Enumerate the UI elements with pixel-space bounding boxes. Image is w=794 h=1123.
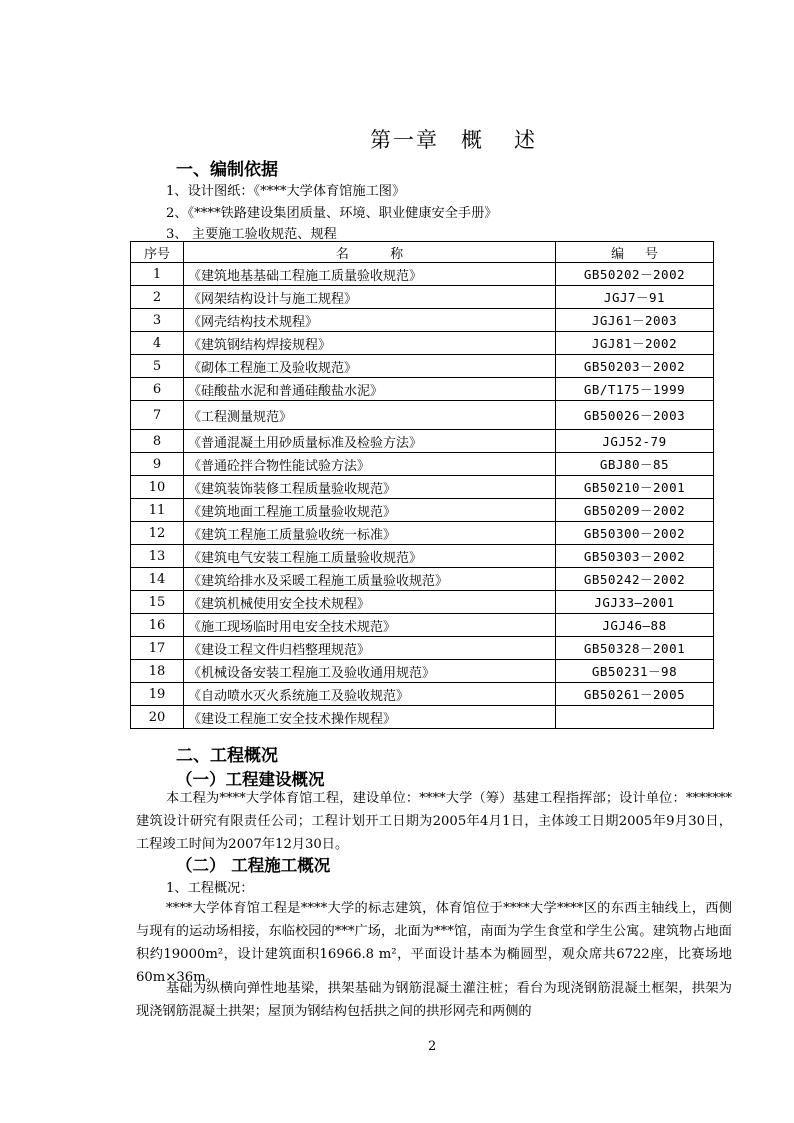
row-name: 《网壳结构技术规程》 bbox=[184, 309, 556, 332]
row-index: 20 bbox=[131, 706, 184, 729]
section1-item-1: 1、设计图纸：《****大学体育馆施工图》 bbox=[166, 184, 406, 199]
table-row bbox=[131, 286, 714, 309]
row-code: GB50300－2002 bbox=[556, 522, 714, 545]
row-name: 《建设工程施工安全技术操作规程》 bbox=[184, 706, 556, 729]
row-name: 《建筑地基基础工程施工质量验收规范》 bbox=[184, 263, 556, 286]
table-row bbox=[131, 499, 714, 522]
row-code: JGJ46—88 bbox=[556, 614, 714, 637]
row-index: 15 bbox=[131, 591, 184, 614]
row-code: JGJ81－2002 bbox=[556, 332, 714, 355]
row-index: 3 bbox=[131, 309, 184, 332]
row-index: 5 bbox=[131, 355, 184, 378]
row-name: 《建筑装饰装修工程质量验收规范》 bbox=[184, 476, 556, 499]
header-name: 名 称 bbox=[184, 242, 556, 263]
table-row bbox=[131, 660, 714, 683]
row-index: 11 bbox=[131, 499, 184, 522]
row-code: GB50202－2002 bbox=[556, 263, 714, 286]
table-row bbox=[131, 401, 714, 430]
table-header-row bbox=[131, 242, 714, 263]
row-name: 《工程测量规范》 bbox=[184, 401, 556, 430]
table-row bbox=[131, 263, 714, 286]
sub2-paragraph-1: ****大学体育馆工程是****大学的标志建筑，体育馆位于****大学****区的东西主轴线上，西侧与现有的运动场相接，东临校园的***广场，北面为***馆，南面为学生食堂和学生公寓。建筑物占地面积约19000m²，设计建筑面积16966.8 m²，平面设计基本为椭圆型，观众席共6722座，比赛场地60m×36m。 bbox=[136, 901, 732, 985]
row-code: GB/T175－1999 bbox=[556, 378, 714, 401]
table-row bbox=[131, 476, 714, 499]
section2-heading: 二、工程概况 bbox=[176, 746, 278, 766]
spec-table bbox=[130, 241, 714, 729]
section1-heading: 一、编制依据 bbox=[176, 160, 278, 180]
row-name: 《建筑给排水及采暖工程施工质量验收规范》 bbox=[184, 568, 556, 591]
row-code: GB50026－2003 bbox=[556, 401, 714, 430]
chapter-title-part1: 第一章 bbox=[370, 128, 439, 152]
row-name: 《建筑机械使用安全技术规程》 bbox=[184, 591, 556, 614]
row-code: GB50209－2002 bbox=[556, 499, 714, 522]
row-index: 19 bbox=[131, 683, 184, 706]
sub1-heading: （一）工程建设概况 bbox=[176, 770, 325, 789]
row-name: 《硅酸盐水泥和普通硅酸盐水泥》 bbox=[184, 378, 556, 401]
table-row bbox=[131, 453, 714, 476]
row-name: 《普通砼拌合物性能试验方法》 bbox=[184, 453, 556, 476]
section1-item-3: 3、 主要施工验收规范、规程 bbox=[166, 227, 337, 242]
table-row bbox=[131, 355, 714, 378]
chapter-title-part3: 述 bbox=[514, 128, 537, 152]
sub2-heading: （二） 工程施工概况 bbox=[176, 856, 331, 875]
chapter-title-part2: 概 bbox=[461, 128, 484, 152]
row-index: 7 bbox=[131, 401, 184, 430]
row-code bbox=[556, 706, 714, 729]
table-row bbox=[131, 591, 714, 614]
table-row bbox=[131, 309, 714, 332]
table-row bbox=[131, 545, 714, 568]
row-name: 《网架结构设计与施工规程》 bbox=[184, 286, 556, 309]
row-name: 《建筑地面工程施工质量验收规范》 bbox=[184, 499, 556, 522]
chapter-title bbox=[370, 124, 537, 154]
row-code: JGJ7－91 bbox=[556, 286, 714, 309]
table-row bbox=[131, 614, 714, 637]
table-row bbox=[131, 568, 714, 591]
header-code: 编 号 bbox=[556, 242, 714, 263]
row-code: GB50203－2002 bbox=[556, 355, 714, 378]
row-name: 《建筑钢结构焊接规程》 bbox=[184, 332, 556, 355]
row-code: GB50328－2001 bbox=[556, 637, 714, 660]
row-index: 14 bbox=[131, 568, 184, 591]
row-name: 《建筑电气安装工程施工质量验收规范》 bbox=[184, 545, 556, 568]
row-name: 《砌体工程施工及验收规范》 bbox=[184, 355, 556, 378]
row-name: 《建设工程文件归档整理规范》 bbox=[184, 637, 556, 660]
table-row bbox=[131, 522, 714, 545]
row-code: GB50210－2001 bbox=[556, 476, 714, 499]
row-code: GB50303－2002 bbox=[556, 545, 714, 568]
row-index: 17 bbox=[131, 637, 184, 660]
row-code: JGJ52-79 bbox=[556, 430, 714, 453]
table-body bbox=[131, 263, 714, 729]
row-name: 《自动喷水灭火系统施工及验收规范》 bbox=[184, 683, 556, 706]
row-index: 9 bbox=[131, 453, 184, 476]
row-index: 1 bbox=[131, 263, 184, 286]
row-code: JGJ61－2003 bbox=[556, 309, 714, 332]
table-row bbox=[131, 683, 714, 706]
row-code: GB50231－98 bbox=[556, 660, 714, 683]
sub2-item-1: 1、工程概况： bbox=[166, 881, 254, 896]
sub1-paragraph: 本工程为****大学体育馆工程，建设单位：****大学（筹）基建工程指挥部；设计单位：*******建筑设计研究有限责任公司；工程计划开工日期为2005年4月1日，主体竣工日期2005年9月30日，工程竣工时间为2007年12月30日。 bbox=[136, 791, 732, 852]
row-code: GB50261－2005 bbox=[556, 683, 714, 706]
row-index: 6 bbox=[131, 378, 184, 401]
table-row bbox=[131, 378, 714, 401]
row-code: JGJ33—2001 bbox=[556, 591, 714, 614]
table-row bbox=[131, 637, 714, 660]
row-index: 16 bbox=[131, 614, 184, 637]
table-row bbox=[131, 332, 714, 355]
row-index: 4 bbox=[131, 332, 184, 355]
table-row bbox=[131, 706, 714, 729]
table-row bbox=[131, 430, 714, 453]
row-index: 12 bbox=[131, 522, 184, 545]
row-index: 10 bbox=[131, 476, 184, 499]
row-name: 《施工现场临时用电安全技术规范》 bbox=[184, 614, 556, 637]
row-name: 《建筑工程施工质量验收统一标准》 bbox=[184, 522, 556, 545]
row-index: 8 bbox=[131, 430, 184, 453]
row-code: GB50242－2002 bbox=[556, 568, 714, 591]
row-name: 《机械设备安装工程施工及验收通用规范》 bbox=[184, 660, 556, 683]
section1-item-2: 2、《****铁路建设集团质量、环境、职业健康安全手册》 bbox=[166, 206, 498, 221]
header-index: 序号 bbox=[131, 242, 184, 263]
row-index: 2 bbox=[131, 286, 184, 309]
row-name: 《普通混凝土用砂质量标准及检验方法》 bbox=[184, 430, 556, 453]
row-code: GBJ80－85 bbox=[556, 453, 714, 476]
sub2-paragraph-2: 基础为纵横向弹性地基梁，拱架基础为钢筋混凝土灌注桩；看台为现浇钢筋混凝土框架，拱架为现浇钢筋混凝土拱架；屋顶为钢结构包括拱之间的拱形网壳和两侧的 bbox=[136, 981, 732, 1019]
page-number: 2 bbox=[428, 1039, 437, 1054]
row-index: 13 bbox=[131, 545, 184, 568]
row-index: 18 bbox=[131, 660, 184, 683]
